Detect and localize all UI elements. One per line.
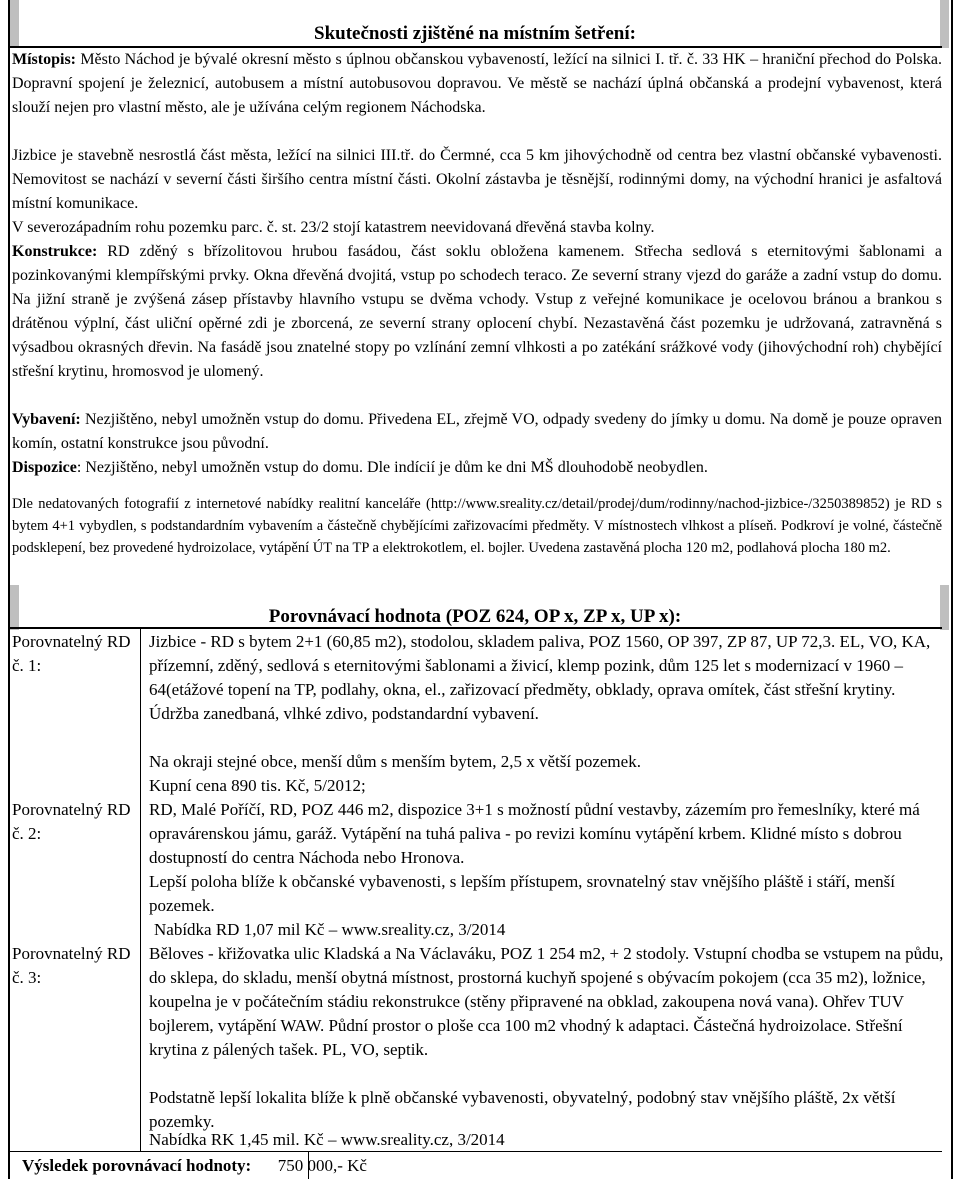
comparable-2-note: Lepší poloha blíže k občanské vybavenosti, s lepším přístupem, srovnatelný stav vnějšího pláště i stáří, menší pozemek. — [149, 872, 895, 915]
header2-rule — [10, 627, 942, 629]
mistopis-text: Město Náchod je bývalé okresní město s úplnou občanskou vybaveností, ležící na silnici I. tř. č. 33 HK – hraniční přechod do Polska. Dopravní spojení je železnicí, autobusem a místní autobusovou dopravou. Ve městě se nachází úplná občanská a prodejní vybavenost, která slouží nejen pro vlastní město, ale je užívána celým regionem Náchodska. — [12, 51, 942, 116]
section-title-comparison: Porovnávací hodnota (POZ 624, OP x, ZP x, UP x): — [268, 606, 682, 627]
result-row — [22, 1155, 367, 1177]
comparable-2-price: Nabídka RD 1,07 mil Kč – www.sreality.cz, 3/2014 — [154, 920, 506, 939]
comparable-3-price: Nabídka RK 1,45 mil. Kč – www.sreality.cz, 3/2014 — [149, 1130, 505, 1149]
paragraph-dispozice — [12, 456, 942, 480]
comparable-2-label: Porovnatelný RD č. 2: — [12, 800, 131, 843]
result-label: Výsledek porovnávací hodnoty: — [22, 1156, 252, 1175]
paragraph-mistopis — [12, 48, 942, 120]
paragraph-severozapad — [12, 216, 942, 240]
comparable-1-desc: Jizbice - RD s bytem 2+1 (60,85 m2), stodolou, skladem paliva, POZ 1560, OP 397, ZP 87, UP 72,3. EL, VO, KA, přízemní, zděný, sedlová s eternitovými šablonami a živicí, klemp pozink, dům 125 let s modernizací v 1960 – 64(etážové topení na TP, podlahy, okna, el., zařizovací předměty, obklady, oprava omítek, část střešní krytiny. Údržba zanedbaná, vlhké zdivo, podstandardní vybavení. — [149, 632, 931, 723]
comparable-1-label: Porovnatelný RD č. 1: — [12, 632, 131, 675]
mistopis-label: Místopis: — [12, 51, 76, 68]
paragraph-jizbice — [12, 144, 942, 216]
konstrukce-text: RD zděný s břízolitovou hrubou fasádou, část soklu obložena kamenem. Střecha sedlová s eternitovými šablonami a pozinkovanými klempířskými prvky. Okna dřevěná dvojitá, vstup po schodech teraco. Ze severní strany vjezd do garáže a zadní vstup do domu. Na jižní straně je zvýšená zásep přístavby hlavního vstupu se dvěma vchody. Vstup z veřejné komunikace je ocelovou bránou a brankou s drátěnou výplní, část uliční opěrné zdi je zborcená, ze severní strany oplocení chybí. Nezastavěná část pozemku je udržovaná, zatravněná s výsadbou okrasných dřevin. Na fasádě jsou znatelné stopy po vzlínání zemní vlhkosti a po zatékání srážkové vody (jihovýchodní roh) chybějící střešní krytinu, hromosvod je ulomený. — [12, 243, 942, 380]
comparable-3-label: Porovnatelný RD č. 3: — [12, 944, 131, 987]
section-title-findings: Skutečnosti zjištěné na místním šetření: — [314, 23, 636, 44]
paragraph-photos — [12, 493, 942, 559]
vybaveni-text: Nezjištěno, nebyl umožněn vstup do domu. Přivedena EL, zřejmě VO, odpady svedeny do jímky u domu. Na domě je pouze opraven komín, ostatní konstrukce jsou původní. — [12, 411, 942, 452]
dispozice-label: Dispozice — [12, 459, 77, 476]
header-bar-right — [940, 0, 949, 48]
comparable-2-desc: RD, Malé Poříčí, RD, POZ 446 m2, dispozice 3+1 s možností půdní vestavby, zázemím pro řemeslníky, které má opravárenskou jámu, garáž. Vytápění na tuhá paliva - po revizi komínu vytápění krbem. Klidné místo s dobrou dostupností do centra Náchoda nebo Hronova. — [149, 800, 920, 867]
paragraph-konstrukce — [12, 240, 942, 384]
comparable-3-desc: Běloves - křižovatka ulic Kladská a Na Václaváku, POZ 1 254 m2, + 2 stodoly. Vstupní chodba se vstupem na půdu, do sklepa, do skladu, menší obytná místnost, prostorná kuchyň spojené s obývacím pokojem (cca 35 m2), ložnice, koupelna je v počátečním stádiu rekonstrukce (stěny připravené na obklad, zakoupena nová vana). Ohřev TUV bojlerem, vytápění WAW. Půdní prostor o ploše cca 100 m2 vhodný k adaptaci. Částečná hydroizolace. Střešní krytina z pálených tašek. PL, VO, septik. — [149, 944, 944, 1059]
comparable-1-price: Kupní cena 890 tis. Kč, 5/2012; — [149, 776, 366, 795]
comparable-1-note: Na okraji stejné obce, menší dům s menším bytem, 2,5 x větší pozemek. — [149, 752, 641, 771]
table-divider — [140, 629, 141, 1151]
jizbice-text: Jizbice je stavebně nesrostlá část města, ležící na silnici III.tř. do Čermné, cca 5 km jihovýchodně od centra bez vlastní občanské vybavenosti. Nemovitost se nachází v severní části širšího centra místní části. Okolní zástavba je těsnější, rodinnými domy, na východní hranici je asfaltová místní komunikace. — [12, 147, 942, 212]
vybaveni-label: Vybavení: — [12, 411, 81, 428]
konstrukce-label: Konstrukce: — [12, 243, 98, 260]
header2-bar-right — [940, 585, 949, 630]
comparable-3-note: Podstatně lepší lokalita blíže k plně občanské vybavenosti, obyvatelný, podobný stav vnějšího pláště, 2x větší pozemky. — [149, 1088, 896, 1131]
dispozice-text: : Nezjištěno, nebyl umožněn vstup do domu. Dle indícií je dům ke dni MŠ dlouhodobě neobydlen. — [76, 459, 708, 476]
photos-text: Dle nedatovaných fotografií z internetové nabídky realitní kanceláře (http://www.sreality.cz/detail/prodej/dum/rodinny/nachod-jizbice-/3250389852) je RD s bytem 4+1 vybydlen, s podstandardním vybavením a částečně chybějícími zařizovacími předměty. V místnostech vlhkost a plíseň. Podkroví je volné, částečně podsklepení, bez provedené hydroizolace, vytápění ÚT na TP a elektrokotlem, el. bojler. Uvedena zastavěná plocha 120 m2, podlahová plocha 180 m2. — [12, 496, 942, 556]
paragraph-vybaveni — [12, 408, 942, 456]
severozapad-text: V severozápadním rohu pozemku parc. č. st. 23/2 stojí katastrem neevidovaná dřevěná stavba kolny. — [12, 219, 655, 236]
result-value: 750 000,- Kč — [277, 1156, 367, 1175]
